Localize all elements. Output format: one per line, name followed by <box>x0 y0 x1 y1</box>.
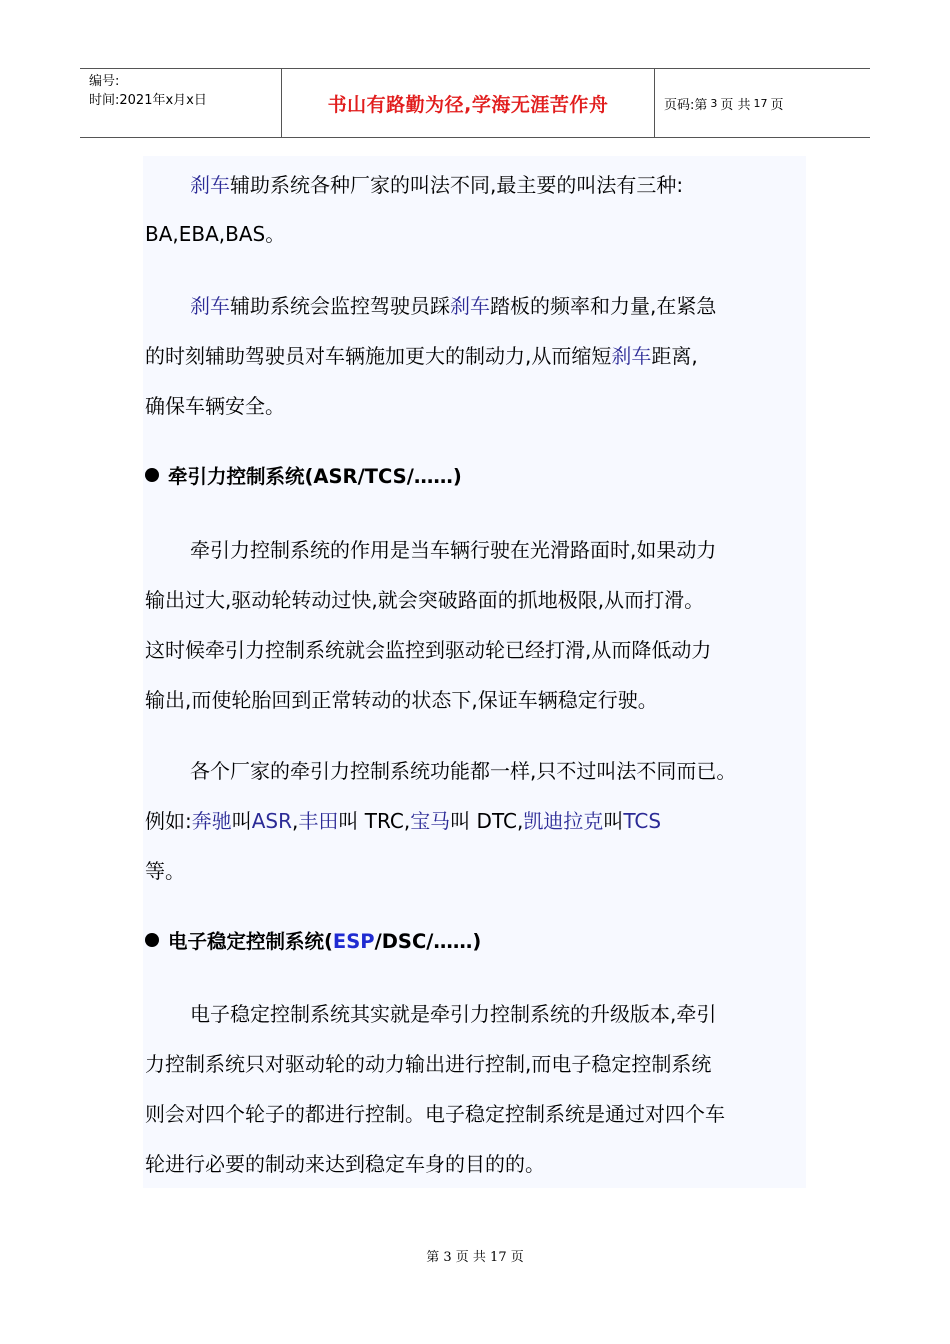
page-label-a: 页码:第 <box>664 97 708 113</box>
heading-text: 牵引力控制系统(ASR/TCS/……) <box>168 465 462 488</box>
text-run: 辅助系统会监控驾驶员踩 <box>230 294 450 318</box>
header-page-cell <box>655 69 870 137</box>
brake-link[interactable]: 刹车 <box>190 294 230 318</box>
text-run: 的时刻辅助驾驶员对车辆施加更大的制动力,从而缩短 <box>145 344 612 368</box>
para3-line1: 牵引力控制系统的作用是当车辆行驶在光滑路面时,如果动力 <box>190 538 717 562</box>
brake-link[interactable]: 刹车 <box>611 344 652 368</box>
page-total: 17 <box>753 96 768 110</box>
asr-link[interactable]: ASR <box>251 809 293 833</box>
bmw-link[interactable]: 宝马 <box>410 809 451 833</box>
para2-line1 <box>190 292 716 320</box>
page-label-b: 页 共 <box>720 97 751 113</box>
para1-line1 <box>190 171 683 199</box>
text-run: 辅助系统各种厂家的叫法不同,最主要的叫法有三种: <box>230 173 684 197</box>
para5-line3: 则会对四个轮子的都进行控制。电子稳定控制系统是通过对四个车 <box>145 1102 725 1126</box>
para3-line4: 输出,而使轮胎回到正常转动的状态下,保证车辆稳定行驶。 <box>145 688 658 712</box>
benz-link[interactable]: 奔驰 <box>191 809 232 833</box>
bullet-icon <box>145 933 159 947</box>
text-run: 叫 TRC, <box>338 809 411 833</box>
para5-line4: 轮进行必要的制动来达到稳定车身的目的的。 <box>145 1152 545 1176</box>
toyota-link[interactable]: 丰田 <box>298 809 339 833</box>
page-label-c: 页 <box>770 97 784 113</box>
text-run: 叫 <box>231 809 252 833</box>
header-meta-cell <box>80 69 282 137</box>
brake-link[interactable]: 刹车 <box>190 173 230 197</box>
section-heading-stability <box>145 928 481 956</box>
document-date-label: 时间:2021年x月x日 <box>89 93 207 108</box>
text-run: 例如: <box>145 809 192 833</box>
para2-line2 <box>145 342 698 370</box>
para1-line2: BA,EBA,BAS。 <box>145 222 286 246</box>
text-run: 距离, <box>651 344 698 368</box>
page-current: 3 <box>710 96 718 110</box>
tcs-link[interactable]: TCS <box>623 809 662 833</box>
para5-line2: 力控制系统只对驱动轮的动力输出进行控制,而电子稳定控制系统 <box>145 1052 712 1076</box>
brake-link[interactable]: 刹车 <box>450 294 490 318</box>
para5-line1: 电子稳定控制系统其实就是牵引力控制系统的升级版本,牵引 <box>190 1002 717 1026</box>
para3-line2: 输出过大,驱动轮转动过快,就会突破路面的抓地极限,从而打滑。 <box>145 588 705 612</box>
text-run: 踏板的频率和力量,在紧急 <box>490 294 717 318</box>
header-motto: 书山有路勤为径,学海无涯苦作舟 <box>327 93 609 116</box>
heading-suffix: /DSC/……) <box>374 930 482 953</box>
para3-line3: 这时候牵引力控制系统就会监控到驱动轮已经打滑,从而降低动力 <box>145 638 712 662</box>
bullet-icon <box>145 468 159 482</box>
section-heading-traction <box>145 463 462 491</box>
para4-line1: 各个厂家的牵引力控制系统功能都一样,只不过叫法不同而已。 <box>190 759 737 783</box>
para4-line3: 等。 <box>145 859 185 883</box>
document-number-label: 编号: <box>89 74 120 89</box>
heading-prefix: 电子稳定控制系统( <box>168 930 333 953</box>
text-run: 叫 <box>603 809 624 833</box>
page-footer: 第 3 页 共 17 页 <box>426 1250 524 1265</box>
esp-link[interactable]: ESP <box>332 930 375 953</box>
page-header <box>80 68 870 138</box>
text-run: , <box>292 809 299 833</box>
header-motto-cell <box>282 69 655 137</box>
document-body <box>143 156 806 1188</box>
para4-line2 <box>145 807 661 835</box>
cadillac-link[interactable]: 凯迪拉克 <box>523 809 604 833</box>
text-run: 叫 DTC, <box>450 809 524 833</box>
para2-line3: 确保车辆安全。 <box>145 394 285 418</box>
